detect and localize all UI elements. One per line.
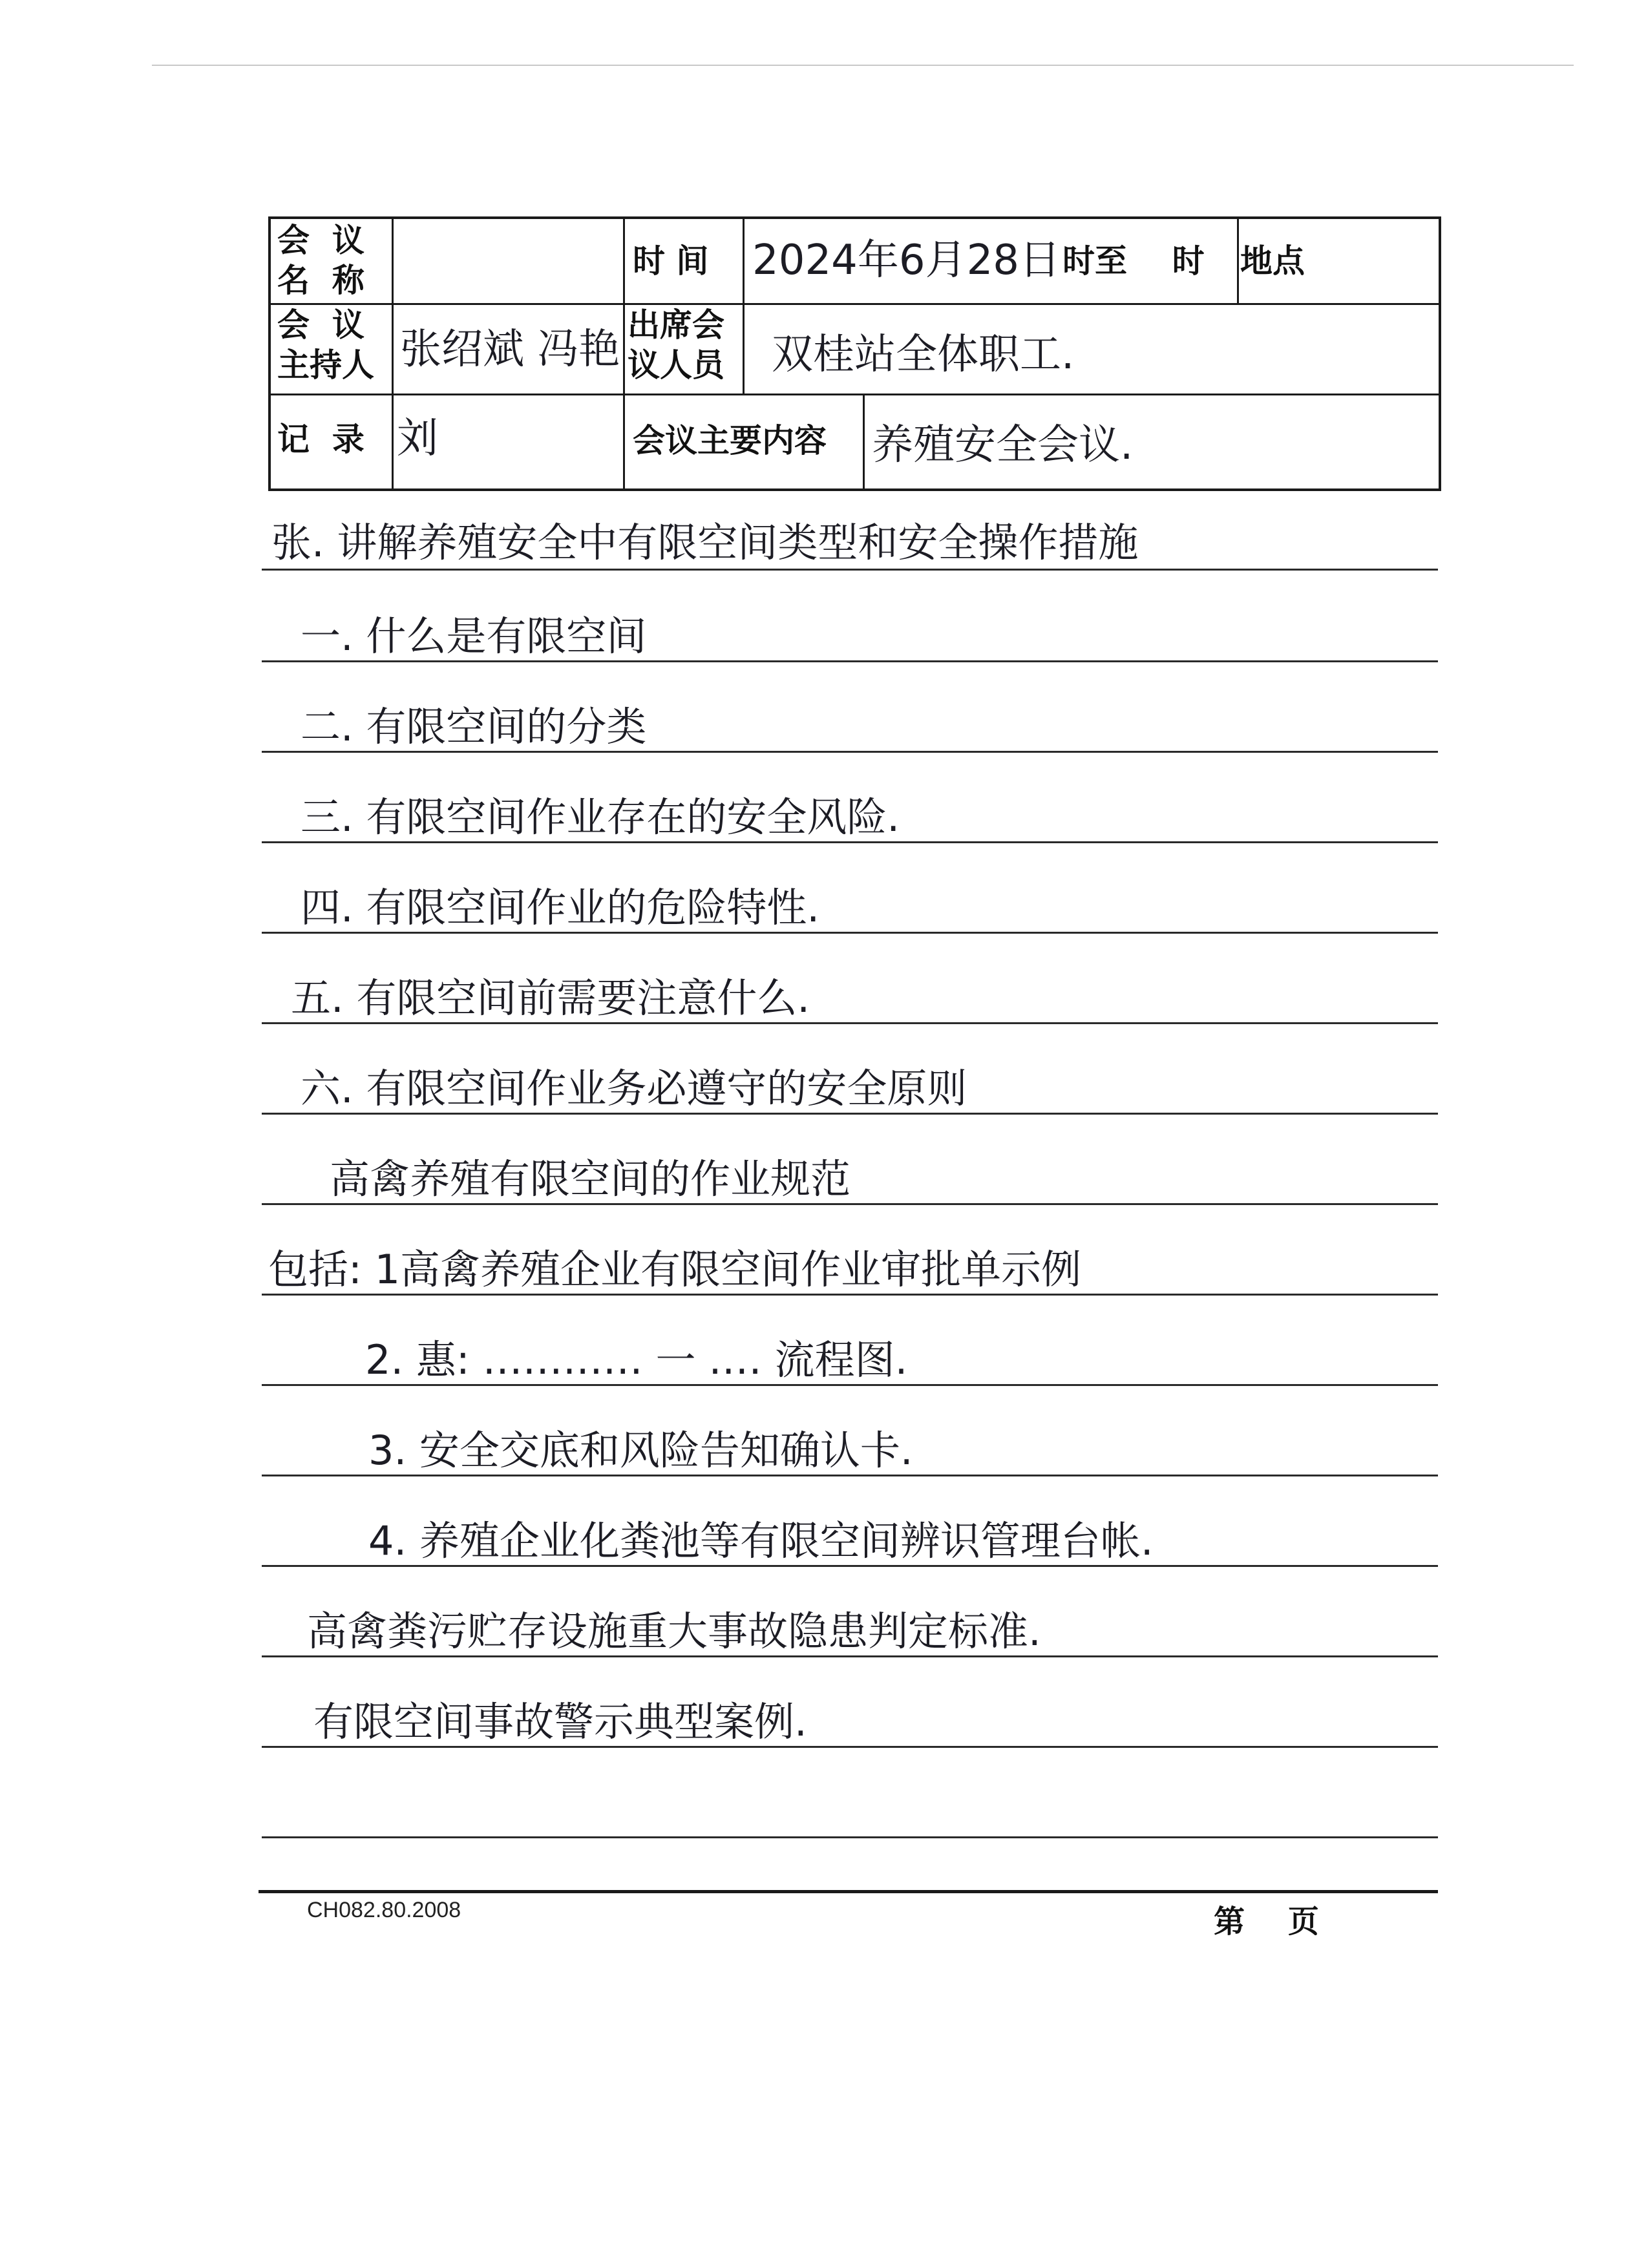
body-line: 六. 有限空间作业务必遵守的安全原则 [301, 1065, 967, 1112]
body-line: 高禽养殖有限空间的作业规范 [330, 1155, 851, 1202]
body-line: 三. 有限空间作业存在的安全风险. [301, 793, 900, 841]
body-line: 二. 有限空间的分类 [301, 703, 647, 750]
meeting-date: 2024年6月28日 [752, 236, 1061, 284]
header-col-divider [1237, 219, 1239, 303]
body-line: 4. 养殖企业化粪池等有限空间辨识管理台帐. [368, 1517, 1154, 1564]
host-value: 张绍斌 冯艳 [400, 326, 620, 373]
header-col-divider [623, 219, 625, 491]
body-line: 张. 讲解养殖安全中有限空间类型和安全操作措施 [271, 519, 1139, 566]
body-line: 2. 惠: ‥‥‥‥‥‥ 一 ‥‥ 流程图. [365, 1336, 908, 1383]
body-line: 一. 什么是有限空间 [301, 613, 647, 660]
time-range-label: 时至 时 [1062, 242, 1205, 280]
ruled-line [262, 1836, 1438, 1838]
meeting-name-label: 会 议 名 称 [277, 221, 364, 299]
body-line: 有限空间事故警示典型案例. [313, 1698, 807, 1745]
page-number-label: 第 页 [1214, 1904, 1319, 1940]
ruled-line [262, 569, 1438, 571]
host-label: 会 议 主持人 [277, 306, 374, 384]
time-label: 时 间 [633, 242, 709, 280]
location-label: 地点 [1240, 242, 1305, 280]
footer-rule [259, 1890, 1438, 1893]
header-col-divider [743, 219, 745, 394]
form-code: CH082.80.2008 [307, 1898, 461, 1922]
top-rule [152, 65, 1574, 66]
header-col-divider [863, 394, 865, 491]
body-line: 3. 安全交底和风险告知确认卡. [368, 1427, 913, 1474]
recorder-value: 刘 [397, 415, 438, 463]
body-line: 五. 有限空间前需要注意什么. [291, 974, 810, 1022]
header-row-divider [271, 394, 1439, 395]
attendees-value: 双桂站全体职工. [772, 331, 1075, 379]
content-value: 养殖安全会议. [872, 421, 1134, 469]
header-row-divider [271, 303, 1439, 305]
recorder-label: 记 录 [277, 420, 364, 458]
body-line: 包括: 1高禽养殖企业有限空间作业审批单示例 [268, 1246, 1082, 1293]
body-line: 四. 有限空间作业的危险特性. [301, 884, 820, 931]
content-label: 会议主要内容 [633, 421, 827, 459]
header-col-divider [392, 219, 394, 491]
body-line: 高禽粪污贮存设施重大事故隐患判定标准. [307, 1608, 1041, 1655]
meeting-header-table [268, 216, 1441, 491]
attendees-label: 出席会 议人员 [628, 306, 724, 384]
